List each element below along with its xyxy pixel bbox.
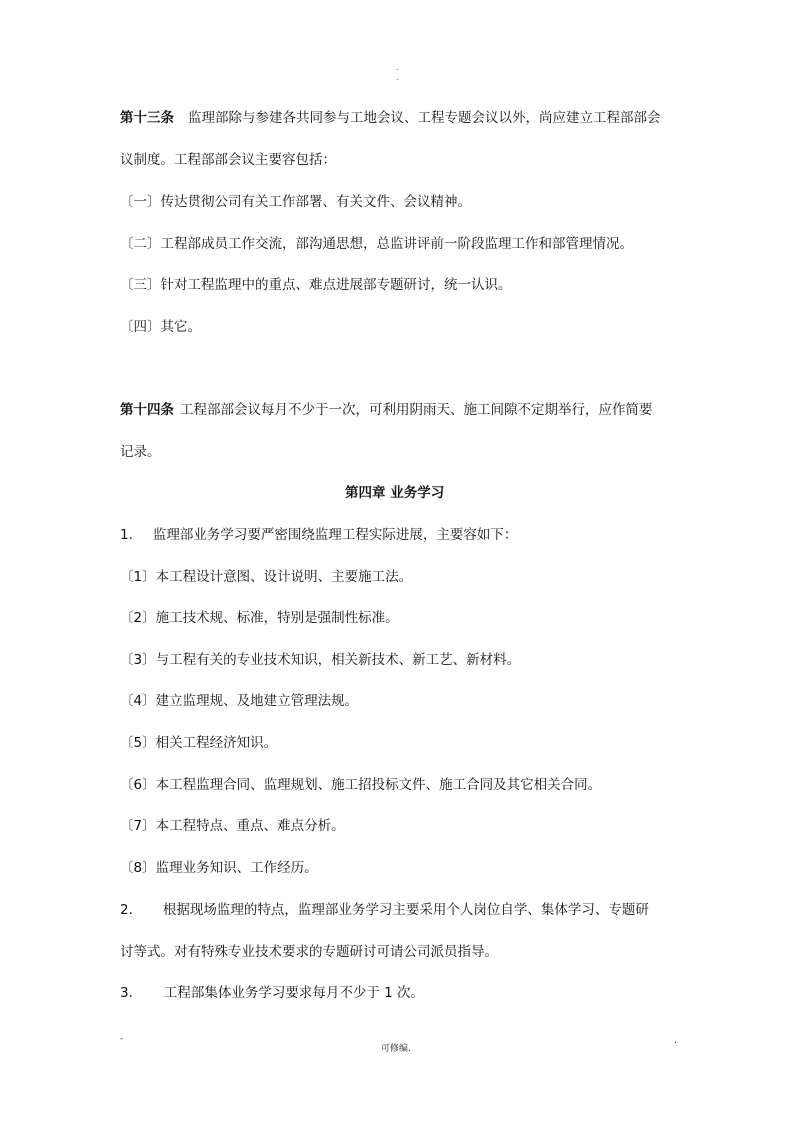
article13-item-2: 〔二〕工程部成员工作交流，部沟通思想，总监讲评前一阶段监理工作和部管理情况。	[120, 236, 633, 252]
chapter4-item-7: 〔7〕本工程特点、重点、难点分析。	[120, 818, 345, 834]
chapter4-item-6: 〔6〕本工程监理合同、监理规划、施工招投标文件、施工合同及其它相关合同。	[120, 777, 602, 793]
chapter4-p3-text: 工程部集体业务学习要求每月不少于 1 次。	[163, 985, 425, 1001]
chapter4-item-3: 〔3〕与工程有关的专业技术知识，相关新技术、新工艺、新材料。	[120, 652, 521, 668]
article13-item-3: 〔三〕针对工程监理中的重点、难点进展部专题研讨，统一认识。	[120, 277, 512, 293]
article14-heading: 第十四条	[120, 402, 174, 418]
article13-item-4: 〔四〕其它。	[120, 319, 201, 335]
article14-line1	[120, 401, 653, 419]
footer-center-text: 可修编.	[381, 1044, 411, 1054]
chapter4-p3-number: 3.	[120, 985, 133, 1001]
chapter4-p2-line2: 讨等式。对有特殊专业技术要求的专题研讨可请公司派员指导。	[120, 944, 498, 960]
chapter4-p2-line1	[120, 901, 649, 919]
chapter4-p2-text-line1: 根据现场监理的特点，监理部业务学习主要采用个人岗位自学、集体学习、专题研	[162, 902, 649, 918]
article13-heading: 第十三条	[120, 110, 174, 126]
article13-text-line1: 监理部除与参建各共同参与工地会议、工程专题会议以外，尚应建立工程部部会	[188, 110, 661, 126]
chapter4-p3	[120, 984, 424, 1002]
article13-line1	[120, 109, 661, 127]
header-mark-top: .	[396, 63, 399, 72]
article14-text-line1: 工程部部会议每月不少于一次，可利用阴雨天、施工间隙不定期举行，应作简要	[180, 402, 653, 418]
chapter4-p1	[120, 526, 517, 544]
footer-right-mark: .	[674, 1036, 677, 1046]
chapter4-p2-number: 2.	[120, 902, 133, 918]
article13-item-1: 〔一〕传达贯彻公司有关工作部署、有关文件、会议精神。	[120, 194, 471, 210]
chapter4-item-8: 〔8〕监理业务知识、工作经历。	[120, 860, 318, 876]
footer-left-mark: -	[120, 1034, 124, 1044]
chapter4-title: 第四章 业务学习	[345, 485, 445, 501]
header-mark-bottom: .	[396, 73, 399, 82]
chapter4-item-5: 〔5〕相关工程经济知识。	[120, 735, 278, 751]
chapter4-item-2: 〔2〕施工技术规、标准，特别是强制性标准。	[120, 610, 399, 626]
article14-text-line2: 记录。	[120, 444, 161, 460]
chapter4-p1-text: 监理部业务学习要严密围绕监理工程实际进展，主要容如下：	[152, 527, 518, 543]
article13-text-line2: 议制度。工程部部会议主要容包括：	[120, 152, 336, 168]
chapter4-item-4: 〔4〕建立监理规、及地建立管理法规。	[120, 693, 359, 709]
chapter4-p1-number: 1.	[120, 527, 133, 543]
chapter4-item-1: 〔1〕本工程设计意图、设计说明、主要施工法。	[120, 569, 413, 585]
